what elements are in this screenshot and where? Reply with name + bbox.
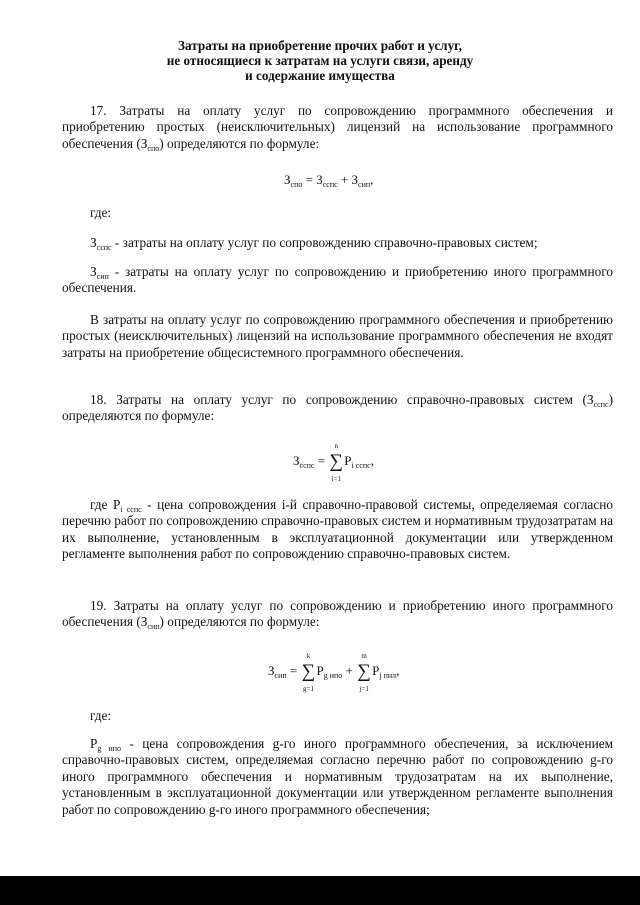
definition-sub: сспс xyxy=(96,243,112,252)
paragraph-17-sub: спо xyxy=(147,143,160,153)
definition-sub: сип xyxy=(96,272,109,281)
formula-symbol: P xyxy=(316,662,324,678)
paragraph-17 xyxy=(62,103,613,152)
formula-symbol: P xyxy=(344,452,352,468)
definition-text: - цена сопровождения g-го иного программного обеспечения, за исключением справочно-правовых систем, определяемая согласно перечню работ по сопровождению g-го иного программного обеспечения и нормативным трудозатратам на их выполнение, установленным в эксплуатационной документации или утвержденном регламенте выполнения работ по сопровождению g-го иного программного обеспечения; xyxy=(62,736,614,817)
definition-symbol: P xyxy=(112,497,121,512)
heading-line-1: Затраты на приобретение прочих работ и услуг, xyxy=(178,38,462,53)
heading-line-3: и содержание имущества xyxy=(245,68,395,83)
formula-symbol: З xyxy=(268,662,275,678)
paragraph-19-text: 19. Затраты на оплату услуг по сопровождению и приобретению иного программного обеспечения (З xyxy=(62,598,613,630)
formula-sub: сип xyxy=(358,180,371,189)
definition-symbol: З xyxy=(90,235,97,250)
sigma-symbol: ∑ xyxy=(329,451,344,472)
paragraph-19-sub: сип xyxy=(147,622,160,632)
definition-sub: g ипо xyxy=(97,744,122,753)
definition-symbol: З xyxy=(90,264,97,279)
paragraph-17-after: ) определяются по формуле: xyxy=(159,135,320,151)
definition-text: - затраты на оплату услуг по сопровождению и приобретению иного программного обеспечения. xyxy=(62,264,613,296)
definition-pi xyxy=(62,497,613,563)
sum-lower-limit: g=1 xyxy=(303,685,314,693)
formula-eq: = xyxy=(286,662,301,678)
paragraph-18-text: 18. Затраты на оплату услуг по сопровождению справочно-правовых систем (З xyxy=(90,392,594,407)
formula-symbol: P xyxy=(372,662,380,678)
formula-eq: = xyxy=(302,172,317,187)
formula-sub: i сспс xyxy=(351,460,371,470)
sigma-symbol: ∑ xyxy=(301,661,316,682)
formula-symbol: З xyxy=(284,172,291,187)
sum-operator xyxy=(300,652,316,693)
definition-text: - затраты на оплату услуг по сопровождению справочно-правовых систем; xyxy=(111,235,538,250)
formula-end: , xyxy=(370,452,374,468)
definition-pg xyxy=(62,736,613,818)
paragraph-17-text: 17. Затраты на оплату услуг по сопровождению программного обеспечения и приобретению простых (неисключительных) лицензий на использование программного обеспечения (З xyxy=(62,103,613,151)
paragraph-18 xyxy=(62,392,613,425)
formula-eq: = xyxy=(314,452,329,468)
formula-symbol: З xyxy=(351,172,359,187)
sum-lower-limit: j=1 xyxy=(359,685,369,693)
definition-sspc xyxy=(62,235,613,251)
formula-sspc xyxy=(293,442,374,483)
sum-operator xyxy=(328,442,344,483)
scan-bottom-border xyxy=(0,876,640,905)
paragraph-18-sub: сспс xyxy=(593,400,609,409)
formula-plus: + xyxy=(337,172,352,187)
paragraph-19-after: ) определяются по формуле: xyxy=(159,614,320,630)
sigma-symbol: ∑ xyxy=(357,661,371,682)
definition-sip xyxy=(62,264,613,297)
where-label-1: где: xyxy=(90,205,112,220)
definition-sub: i сспс xyxy=(120,505,142,514)
sum-upper-limit: m xyxy=(361,652,367,660)
heading-line-2: не относящиеся к затратам на услуги связи, аренду xyxy=(166,53,474,68)
formula-symbol: З xyxy=(316,172,323,187)
paragraph-19 xyxy=(62,598,613,631)
formula-plus: + xyxy=(342,662,357,678)
definition-pre: где xyxy=(90,497,113,512)
sum-upper-limit: n xyxy=(334,442,339,450)
definition-symbol: P xyxy=(90,736,98,751)
where-label-2: где: xyxy=(90,708,112,723)
formula-sub: g ипо xyxy=(323,670,343,680)
formula-symbol: З xyxy=(293,452,300,468)
formula-sub: сспс xyxy=(322,180,338,189)
formula-sub: спо xyxy=(290,180,303,189)
formula-sub: j пнл xyxy=(379,670,397,680)
sum-operator xyxy=(356,652,372,693)
paragraph-note: В затраты на оплату услуг по сопровождению программного обеспечения и приобретению простых (неисключительных) лицензий на использование программного обеспечения не входят затраты на приобретение общесистемного программного обеспечения. xyxy=(62,312,613,360)
formula-sub: сспс xyxy=(299,460,315,470)
definition-text: - цена сопровождения i-й справочно-правовой системы, определяемая согласно перечню работ по сопровождению справочно-правовых систем и нормативным трудозатратам на их выполнение, установленным в эксплуатационной документации или утвержденном регламенте выполнения работ по сопровождению справочно-правовых систем. xyxy=(62,497,613,562)
formula-end: , xyxy=(396,662,400,678)
sum-lower-limit: i=1 xyxy=(331,475,341,483)
formula-spo xyxy=(284,172,373,188)
formula-end: , xyxy=(370,172,374,187)
sum-upper-limit: k xyxy=(306,652,311,660)
formula-sip xyxy=(268,652,400,693)
paragraph-18-after: ) определяются по формуле: xyxy=(62,392,613,424)
formula-sub: сип xyxy=(274,670,287,680)
section-heading xyxy=(100,38,540,83)
